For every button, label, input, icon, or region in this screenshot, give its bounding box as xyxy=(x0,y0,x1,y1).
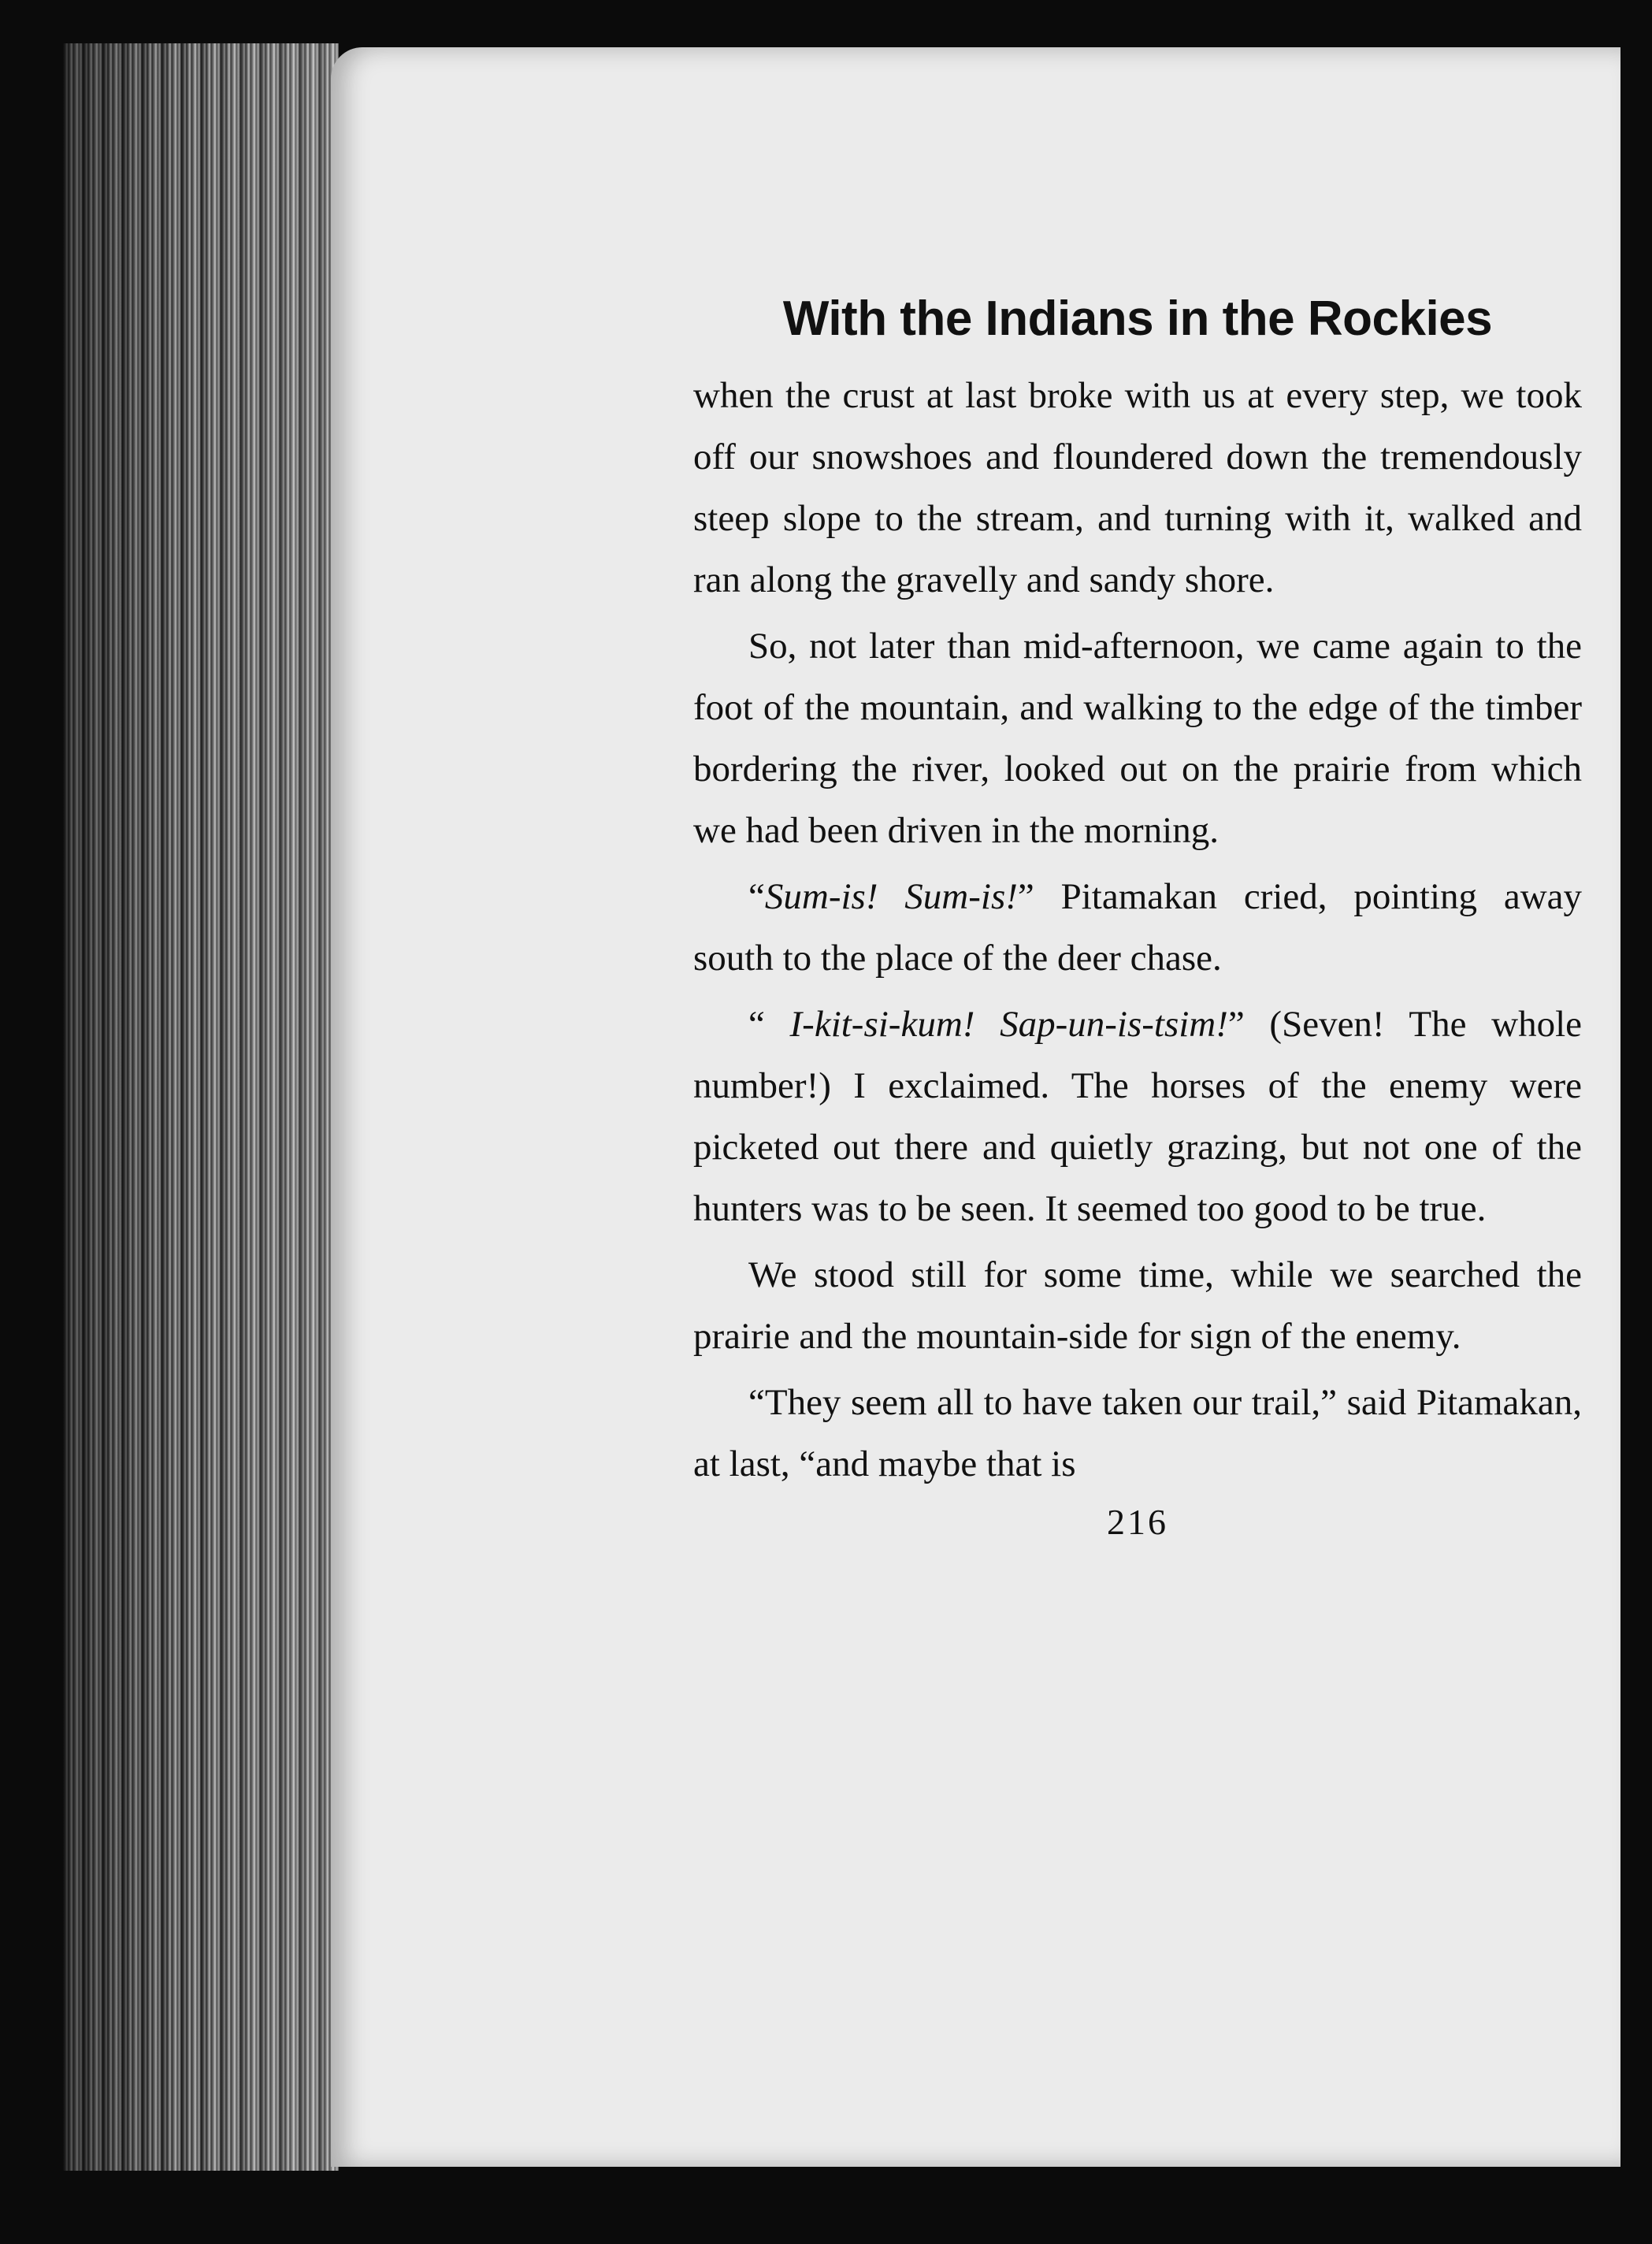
scan-margin xyxy=(1620,0,1652,2244)
page-number: 216 xyxy=(1107,1502,1168,1542)
text-run: “ xyxy=(748,1004,790,1045)
running-head: With the Indians in the Rockies xyxy=(782,292,1493,346)
paragraph xyxy=(693,994,1582,1239)
text-run: So, not later than mid-afternoon, we came again to the foot of the mountain, and walking to the edge of the timber bordering the river, looked out on the prairie from which we had been driven in the morning. xyxy=(693,626,1582,851)
italic-text: Sum-is! Sum-is! xyxy=(764,876,1018,917)
text-run: ” Pitamakan cried, pointing away south to the place of the deer chase. xyxy=(693,876,1583,979)
page-edge-stack xyxy=(63,43,339,2171)
page-text-block xyxy=(693,288,1582,1543)
paragraph xyxy=(693,365,1582,611)
text-run: when the crust at last broke with us at every step, we took off our snowshoes and floundered down the tremendously steep slope to the stream, and turning with it, walked and ran along the gravelly and sandy shore. xyxy=(693,375,1582,600)
italic-text: I-kit-si-kum! Sap-un-is-tsim! xyxy=(789,1004,1228,1045)
paragraph xyxy=(693,866,1582,989)
text-run: ” (Seven! The whole number!) I exclaimed. The horses of the enemy were picketed out there and quietly grazing, but not one of the hunters was to be seen. It seemed too good to be true. xyxy=(693,1004,1582,1229)
paragraph xyxy=(693,1372,1582,1495)
paragraph xyxy=(693,615,1582,861)
body-text xyxy=(693,365,1582,1495)
paragraph xyxy=(693,1244,1582,1367)
text-run: We stood still for some time, while we searched the prairie and the mountain-side for sign of the enemy. xyxy=(693,1254,1582,1357)
text-run: “ xyxy=(748,876,765,917)
text-run: “They seem all to have taken our trail,” said Pitamakan, at last, “and maybe that is xyxy=(693,1382,1582,1484)
